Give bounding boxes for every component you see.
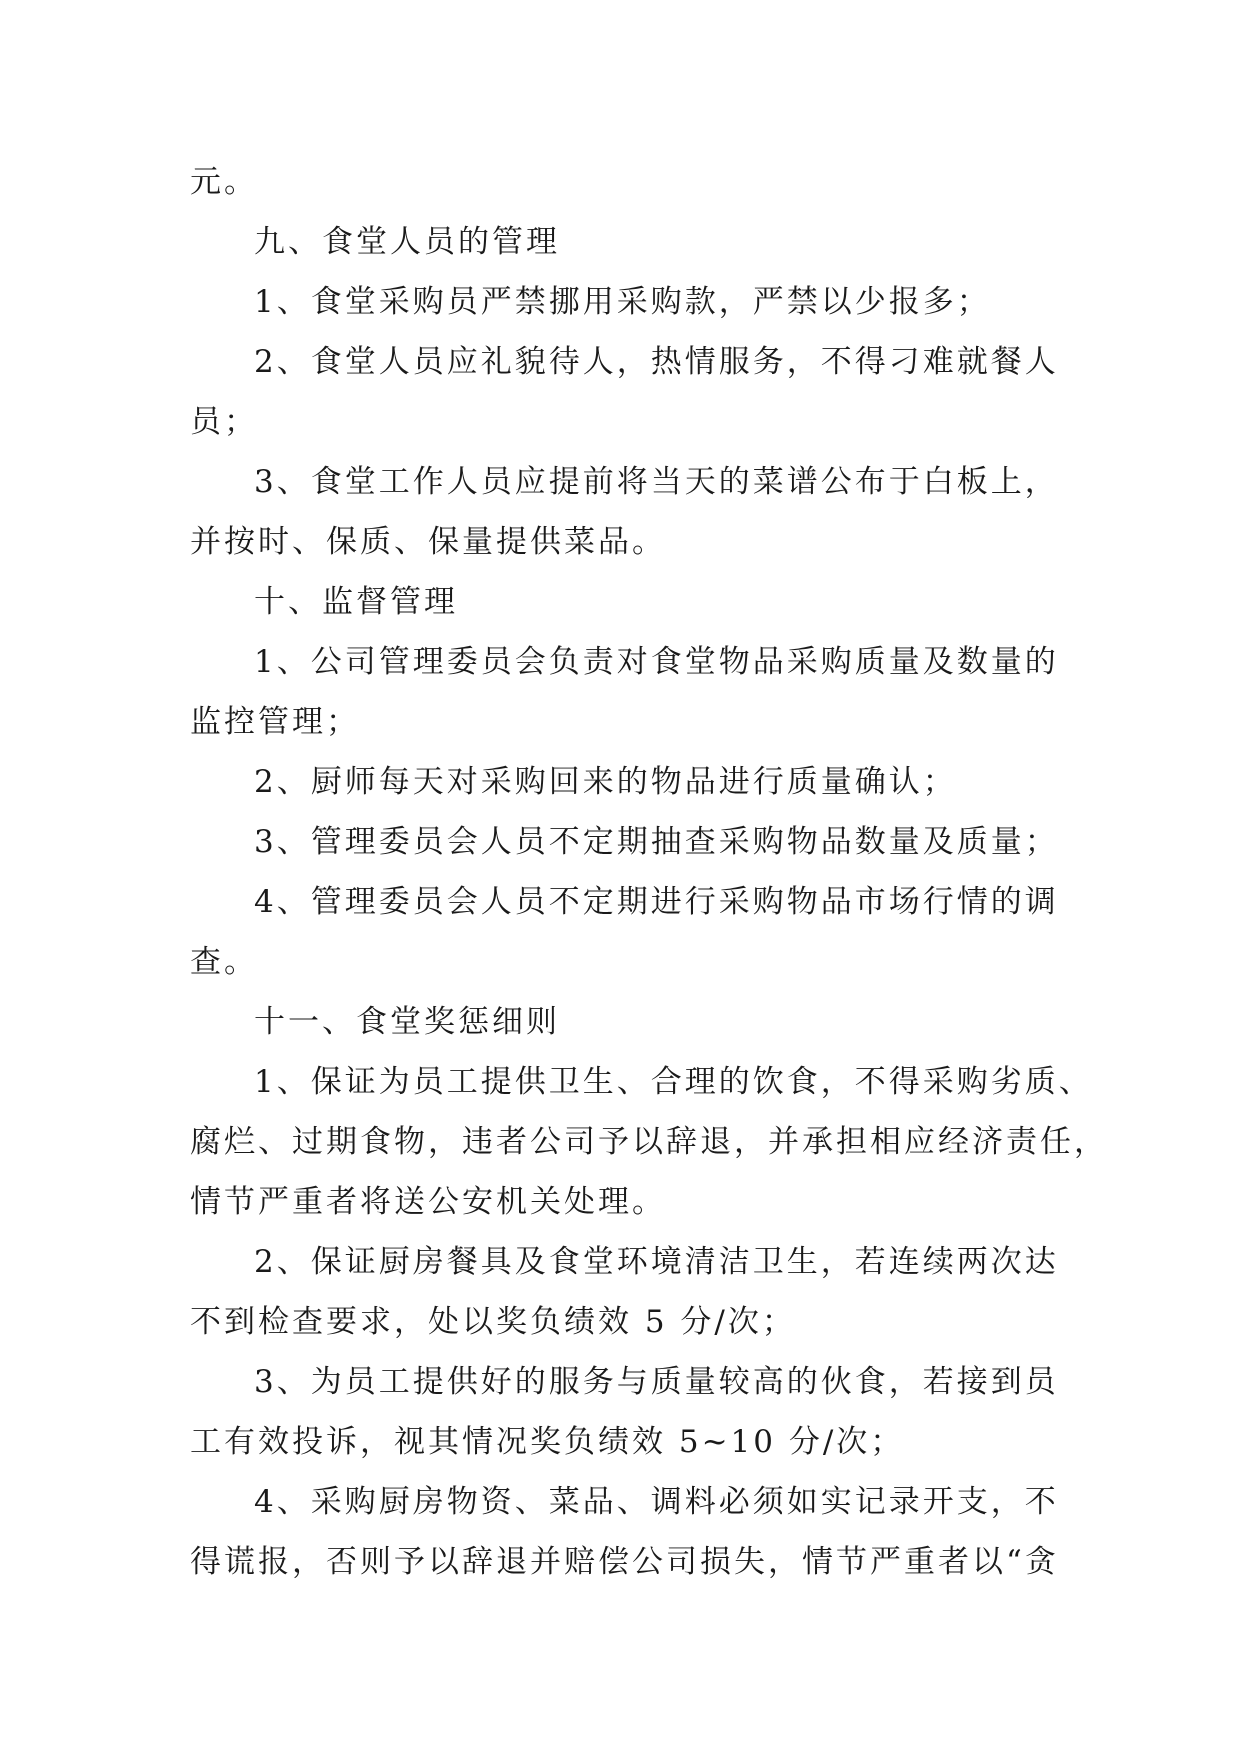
- paragraph-line: 并按时、保质、保量提供菜品。: [190, 524, 666, 560]
- paragraph-line: 监控管理；: [190, 704, 360, 740]
- paragraph-line: 2、厨师每天对采购回来的物品进行质量确认；: [254, 764, 957, 800]
- section-heading: 十、监督管理: [254, 584, 458, 620]
- paragraph-line: 工有效投诉，视其情况奖负绩效 5~10 分/次；: [190, 1424, 905, 1460]
- section-heading: 九、食堂人员的管理: [254, 224, 560, 260]
- paragraph-line: 1、保证为员工提供卫生、合理的饮食，不得采购劣质、: [254, 1064, 1093, 1100]
- paragraph-line: 1、食堂采购员严禁挪用采购款，严禁以少报多；: [254, 284, 991, 320]
- paragraph-line: 得谎报，否则予以辞退并赔偿公司损失，情节严重者以“贪: [190, 1544, 1059, 1580]
- paragraph-line: 不到检查要求，处以奖负绩效 5 分/次；: [190, 1304, 796, 1340]
- paragraph-line: 员；: [190, 404, 258, 440]
- paragraph-line: 4、采购厨房物资、菜品、调料必须如实记录开支，不: [254, 1484, 1059, 1520]
- paragraph-line: 元。: [190, 164, 258, 200]
- paragraph-line: 情节严重者将送公安机关处理。: [190, 1184, 666, 1220]
- paragraph-line: 4、管理委员会人员不定期进行采购物品市场行情的调: [254, 884, 1059, 920]
- paragraph-line: 1、公司管理委员会负责对食堂物品采购质量及数量的: [254, 644, 1059, 680]
- paragraph-line: 3、管理委员会人员不定期抽查采购物品数量及质量；: [254, 824, 1059, 860]
- paragraph-line: 2、食堂人员应礼貌待人，热情服务，不得刁难就餐人: [254, 344, 1059, 380]
- paragraph-line: 腐烂、过期食物，违者公司予以辞退，并承担相应经济责任，: [190, 1124, 1108, 1160]
- paragraph-line: 查。: [190, 944, 258, 980]
- section-heading: 十一、食堂奖惩细则: [254, 1004, 560, 1040]
- paragraph-line: 2、保证厨房餐具及食堂环境清洁卫生，若连续两次达: [254, 1244, 1059, 1280]
- paragraph-line: 3、食堂工作人员应提前将当天的菜谱公布于白板上，: [254, 464, 1059, 500]
- paragraph-line: 3、为员工提供好的服务与质量较高的伙食，若接到员: [254, 1364, 1059, 1400]
